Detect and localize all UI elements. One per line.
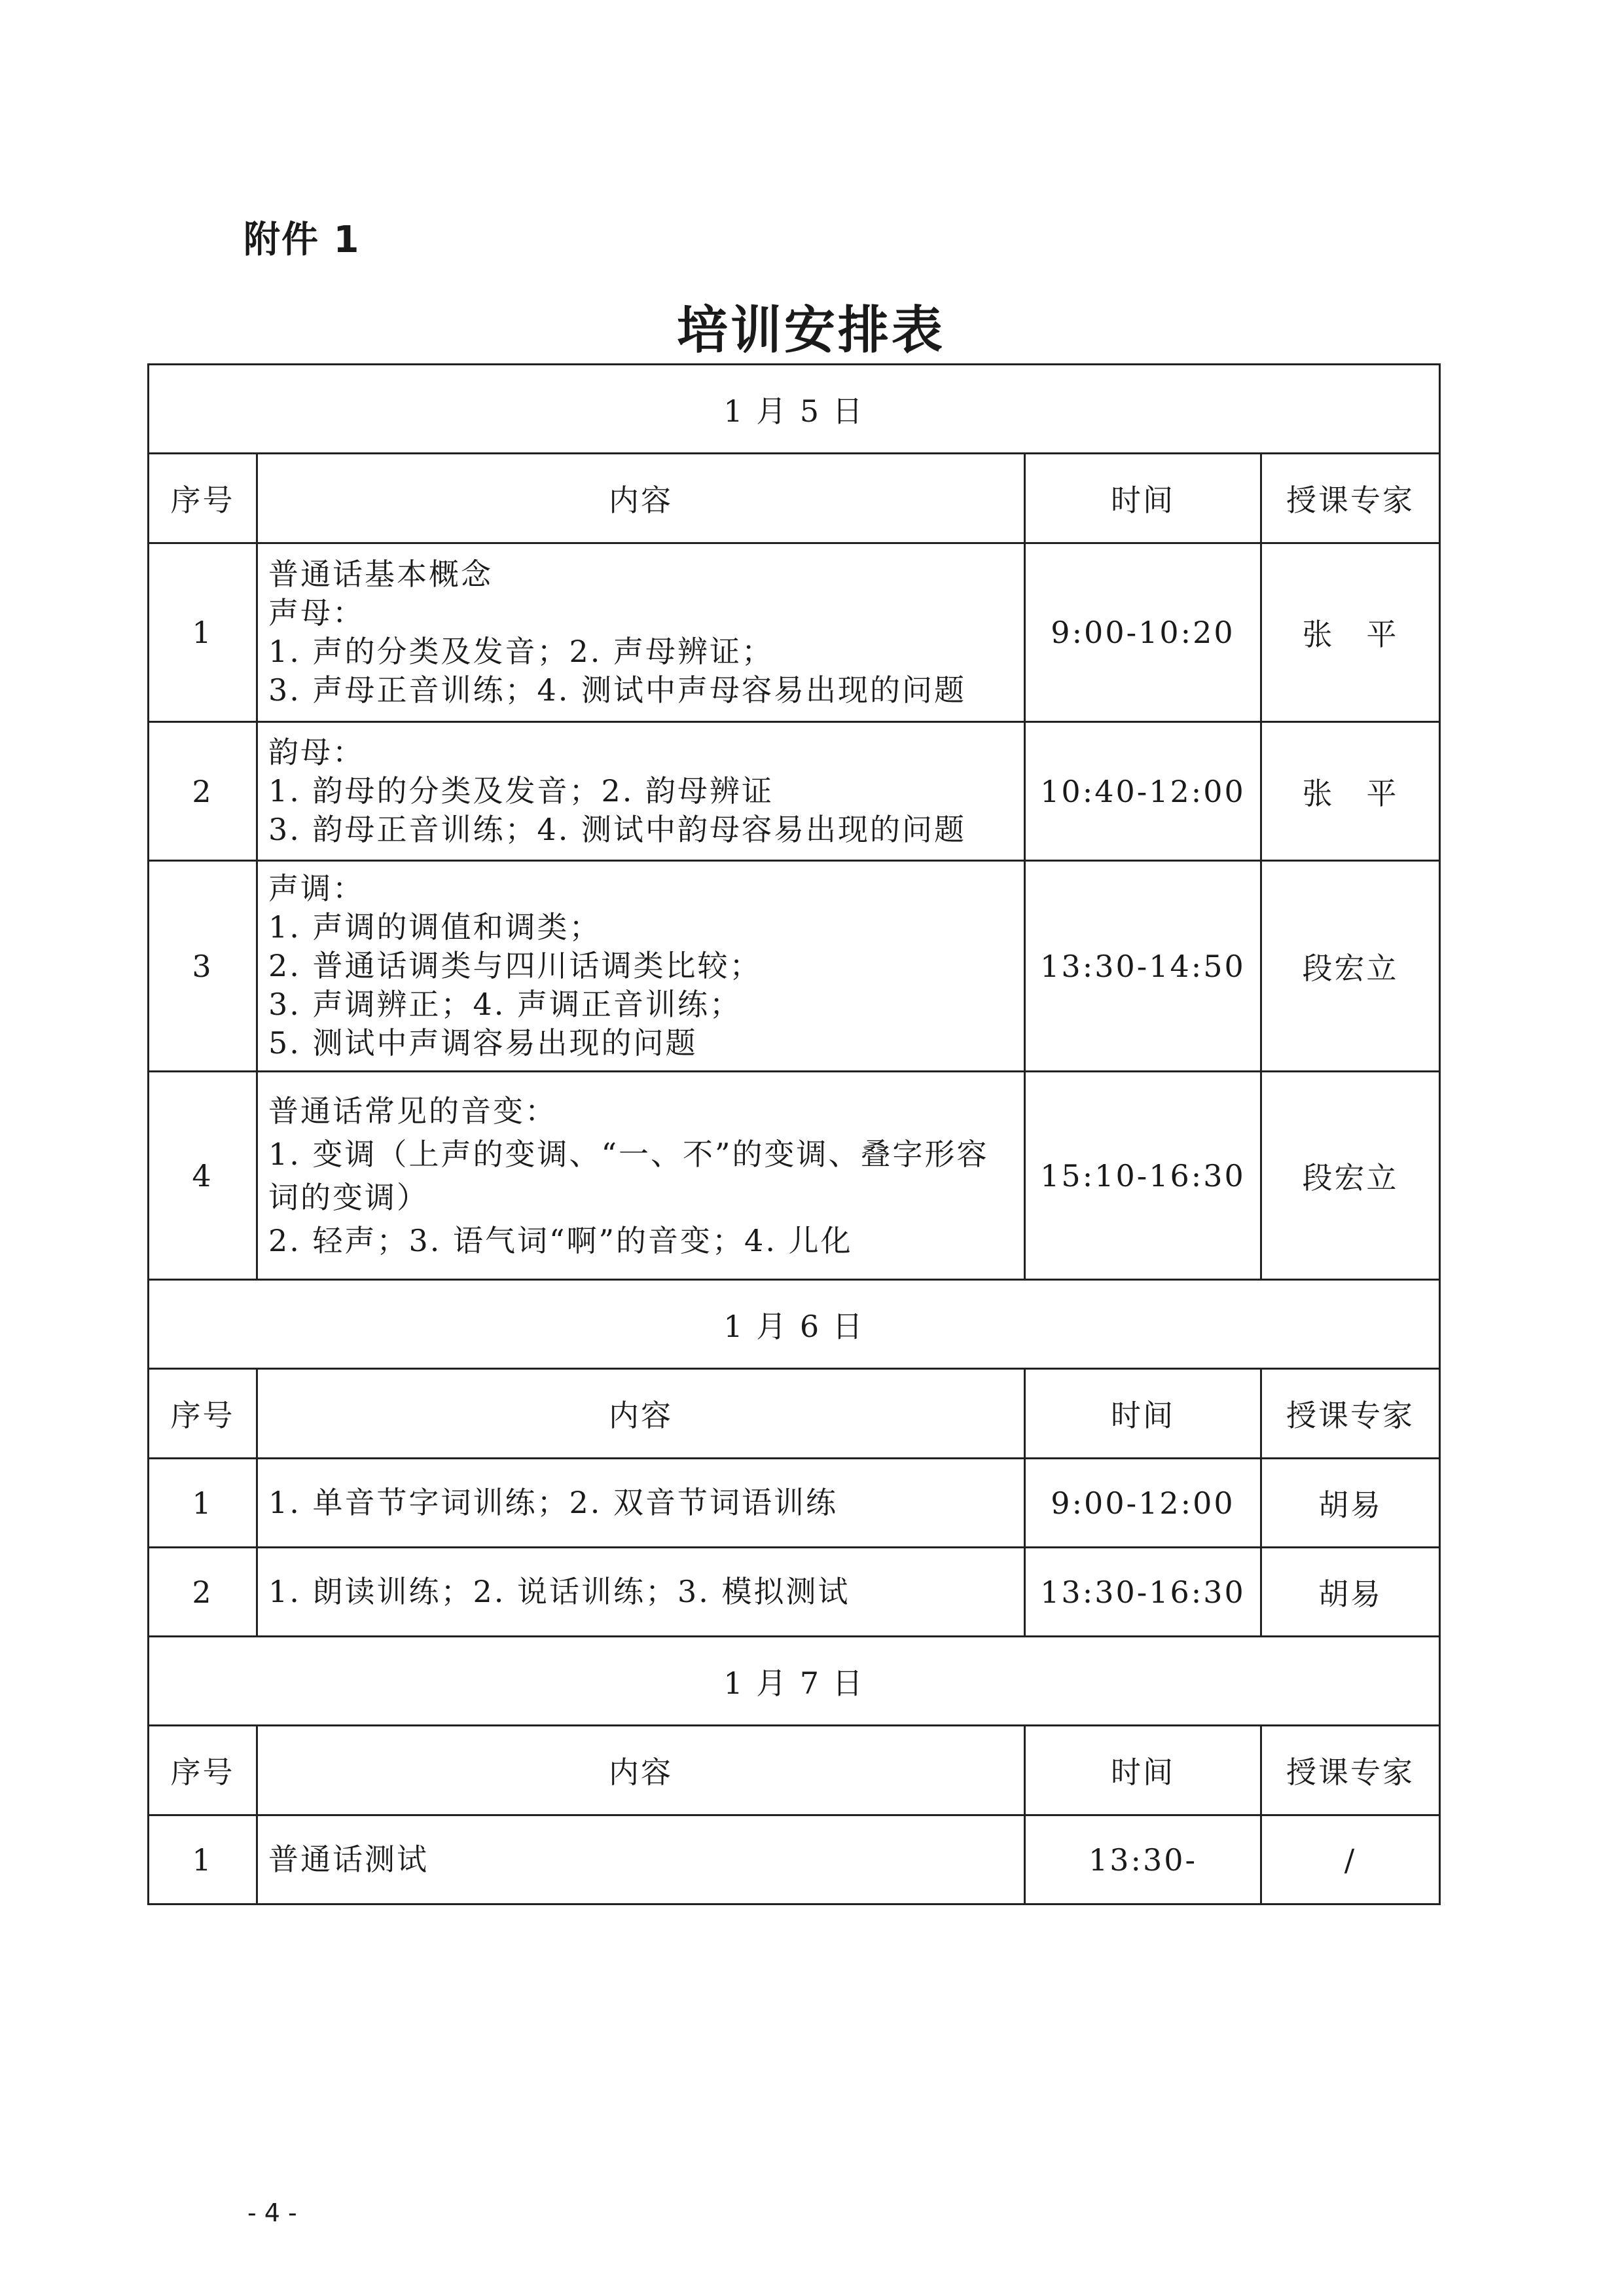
- time-cell: 13:30-16:30: [1025, 1548, 1261, 1637]
- date-row: [149, 1280, 1440, 1369]
- header-teacher: 授课专家: [1261, 454, 1440, 543]
- time-cell: 13:30-14:50: [1025, 861, 1261, 1072]
- content-line: 1. 声调的调值和调类；: [268, 909, 602, 945]
- seq-cell: 4: [149, 1072, 257, 1280]
- header-row: [149, 1726, 1440, 1815]
- seq-cell: 1: [149, 1459, 257, 1548]
- content-line: 3. 声调辨正；4. 声调正音训练；: [268, 987, 742, 1022]
- table-row: [149, 861, 1440, 1072]
- time-cell: 9:00-12:00: [1025, 1459, 1261, 1548]
- header-content: 内容: [257, 1369, 1025, 1459]
- content-line: 声母：: [268, 595, 365, 630]
- header-seq: 序号: [149, 1726, 257, 1815]
- header-row: [149, 454, 1440, 543]
- content-line: 3. 韵母正音训练；4. 测试中韵母容易出现的问题: [268, 812, 967, 847]
- content-line: 声调：: [268, 871, 365, 906]
- teacher-cell: 胡易: [1261, 1459, 1440, 1548]
- content-line: 1. 韵母的分类及发音；2. 韵母辨证: [268, 773, 774, 809]
- table-row: [149, 1815, 1440, 1904]
- page-number: - 4 -: [247, 2198, 297, 2227]
- date-cell: 1 月 7 日: [149, 1637, 1440, 1726]
- teacher-cell: 胡易: [1261, 1548, 1440, 1637]
- table-row: [149, 1072, 1440, 1280]
- date-row: [149, 1637, 1440, 1726]
- content-line: 1. 声的分类及发音；2. 声母辨证；: [268, 634, 774, 669]
- table-row: [149, 722, 1440, 861]
- content-cell: [257, 543, 1025, 722]
- table-row: [149, 543, 1440, 722]
- header-row: [149, 1369, 1440, 1459]
- content-line: 1. 朗读训练；2. 说话训练；3. 模拟测试: [268, 1574, 850, 1609]
- content-line: 普通话测试: [268, 1842, 429, 1877]
- seq-cell: 3: [149, 861, 257, 1072]
- seq-cell: 1: [149, 543, 257, 722]
- header-teacher: 授课专家: [1261, 1726, 1440, 1815]
- content-line: 1. 变调（上声的变调、“一、不”的变调、叠字形容词的变调）: [268, 1136, 989, 1215]
- teacher-cell: 段宏立: [1261, 861, 1440, 1072]
- seq-cell: 2: [149, 722, 257, 861]
- table-row: [149, 1459, 1440, 1548]
- content-line: 2. 普通话调类与四川话调类比较；: [268, 948, 762, 983]
- time-cell: 9:00-10:20: [1025, 543, 1261, 722]
- content-line: 普通话常见的音变：: [268, 1093, 557, 1129]
- content-line: 3. 声母正音训练；4. 测试中声母容易出现的问题: [268, 672, 967, 708]
- content-cell: [257, 861, 1025, 1072]
- attachment-label: 附件 1: [243, 219, 361, 261]
- header-seq: 序号: [149, 454, 257, 543]
- teacher-cell: 张 平: [1261, 722, 1440, 861]
- seq-cell: 2: [149, 1548, 257, 1637]
- header-content: 内容: [257, 1726, 1025, 1815]
- teacher-cell: 张 平: [1261, 543, 1440, 722]
- content-cell: [257, 722, 1025, 861]
- date-cell: 1 月 5 日: [149, 365, 1440, 454]
- teacher-cell: /: [1261, 1815, 1440, 1904]
- training-schedule-table: [147, 363, 1441, 1905]
- content-cell: [257, 1548, 1025, 1637]
- date-cell: 1 月 6 日: [149, 1280, 1440, 1369]
- header-time: 时间: [1025, 454, 1261, 543]
- content-cell: [257, 1815, 1025, 1904]
- content-cell: [257, 1072, 1025, 1280]
- content-line: 1. 单音节字词训练；2. 双音节词语训练: [268, 1485, 838, 1520]
- time-cell: 15:10-16:30: [1025, 1072, 1261, 1280]
- teacher-cell: 段宏立: [1261, 1072, 1440, 1280]
- header-teacher: 授课专家: [1261, 1369, 1440, 1459]
- header-seq: 序号: [149, 1369, 257, 1459]
- time-cell: 13:30-: [1025, 1815, 1261, 1904]
- header-time: 时间: [1025, 1369, 1261, 1459]
- header-time: 时间: [1025, 1726, 1261, 1815]
- content-line: 韵母：: [268, 735, 365, 770]
- content-line: 普通话基本概念: [268, 556, 493, 592]
- date-row: [149, 365, 1440, 454]
- content-cell: [257, 1459, 1025, 1548]
- table-row: [149, 1548, 1440, 1637]
- content-line: 2. 轻声；3. 语气词“啊”的音变；4. 儿化: [268, 1222, 853, 1258]
- header-content: 内容: [257, 454, 1025, 543]
- seq-cell: 1: [149, 1815, 257, 1904]
- time-cell: 10:40-12:00: [1025, 722, 1261, 861]
- page-title: 培训安排表: [676, 301, 945, 360]
- content-line: 5. 测试中声调容易出现的问题: [268, 1025, 698, 1061]
